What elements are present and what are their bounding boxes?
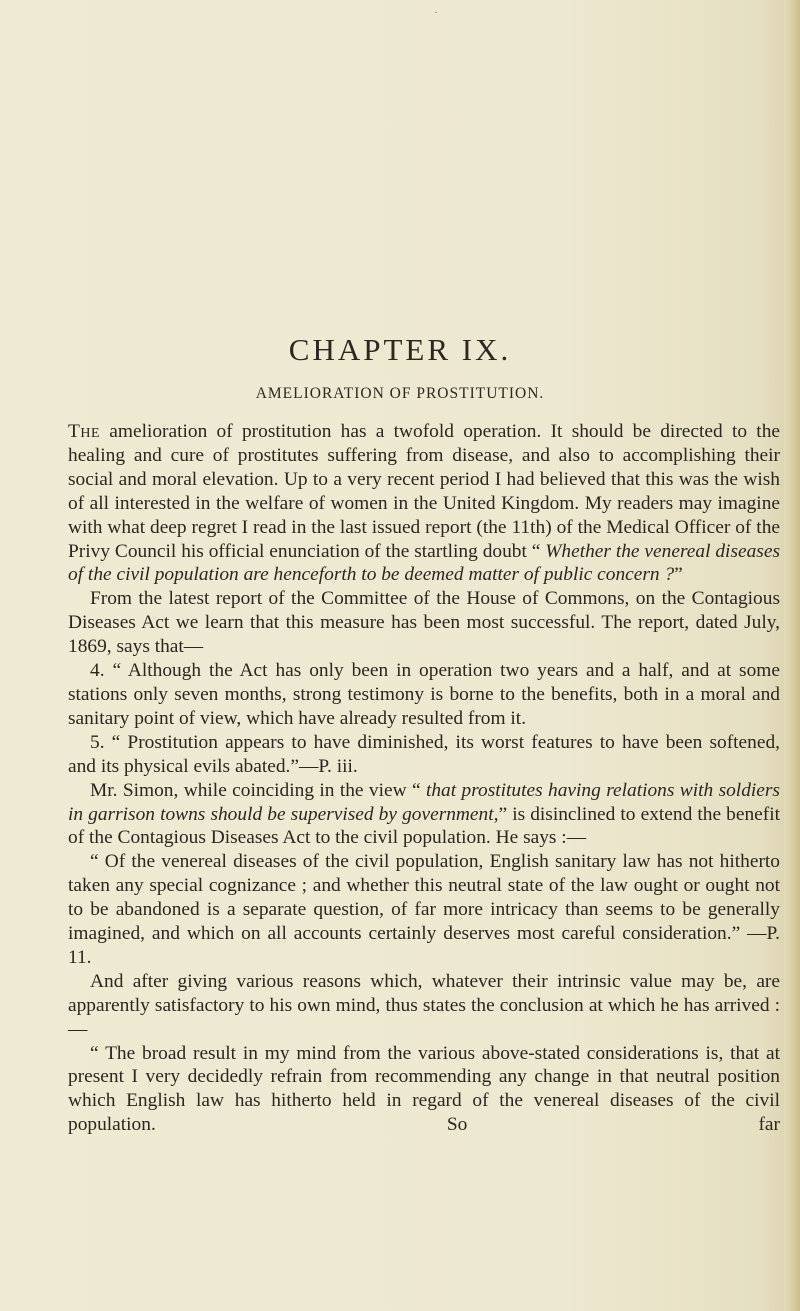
paragraph-3: 4. “ Although the Act has only been in operation two years and a half, and at some stations only seven months, strong testimony is borne to the benefits, both in a moral and sanitary point of view, which have already resulted from it. (68, 660, 780, 729)
section-title: AMELIORATION OF PROSTITUTION. (255, 385, 545, 402)
page-edge (784, 0, 800, 1311)
paragraph-text: ” is disinclined to extend the benefit of the Contagious Diseases Act to the civil population. He says :— (68, 803, 781, 849)
paragraph-7: And after giving various reasons which, whatever their intrinsic value may be, are apparently satisfactory to his own mind, thus states the conclusion at which he has arrived :— (68, 970, 780, 1040)
paragraph-4: 5. “ Prostitution appears to have diminished, its worst features to have been softened, and its physical evils abated.”—P. iii. (68, 731, 780, 777)
paragraph-5 (68, 779, 780, 851)
paragraph-8: “ The broad result in my mind from the various above-stated considerations is, that at present I very decidedly refrain from recommending any change in that neutral position which English law has hitherto held in regard of the venereal diseases of the civil population. So far (68, 1042, 780, 1136)
ink-fleck: · (434, 5, 438, 19)
paragraph-6: “ Of the venereal diseases of the civil population, English sanitary law has not hitherto taken any special cognizance ; and whether this neutral state of the law ought or ought not to be abandoned is a separate question, of far more intricacy than seems to be generally imagined, and which on all accounts certainly deserves most careful consideration.” —P. 11. (68, 851, 780, 968)
italic-quote: that prostitutes having relations with soldiers in garrison towns should be supervised by government, (68, 779, 780, 825)
chapter-title: CHAPTER IX. (288, 332, 512, 367)
paragraph-text: ” (674, 564, 683, 586)
paragraph-2: From the latest report of the Committee of the House of Commons, on the Contagious Diseases Act we learn that this measure has been most successful. The report, dated July, 1869, says that— (68, 588, 780, 658)
paragraph-text: Mr. Simon, while coinciding in the view “ (90, 779, 426, 801)
paragraph-1 (68, 420, 780, 587)
paragraph-text: amelioration of prostitution has a twofold operation. It should be directed to the healing and cure of prostitutes suffering from disease, and also to accomplishing their social and moral elevation. Up to a very recent period I had believed that this was the wish of all interested in the welfare of women in the United Kingdom. My readers may imagine with what deep regret I read in the last issued report (the 11th) of the Medical Officer of the Privy Council his official enunciation of the startling doubt “ (68, 421, 780, 562)
paragraph-lead: The (68, 421, 101, 442)
italic-quote: Whether the venereal diseases of the civil population are henceforth to be deemed matter of public concern ? (68, 540, 780, 586)
body-text (68, 420, 780, 1137)
